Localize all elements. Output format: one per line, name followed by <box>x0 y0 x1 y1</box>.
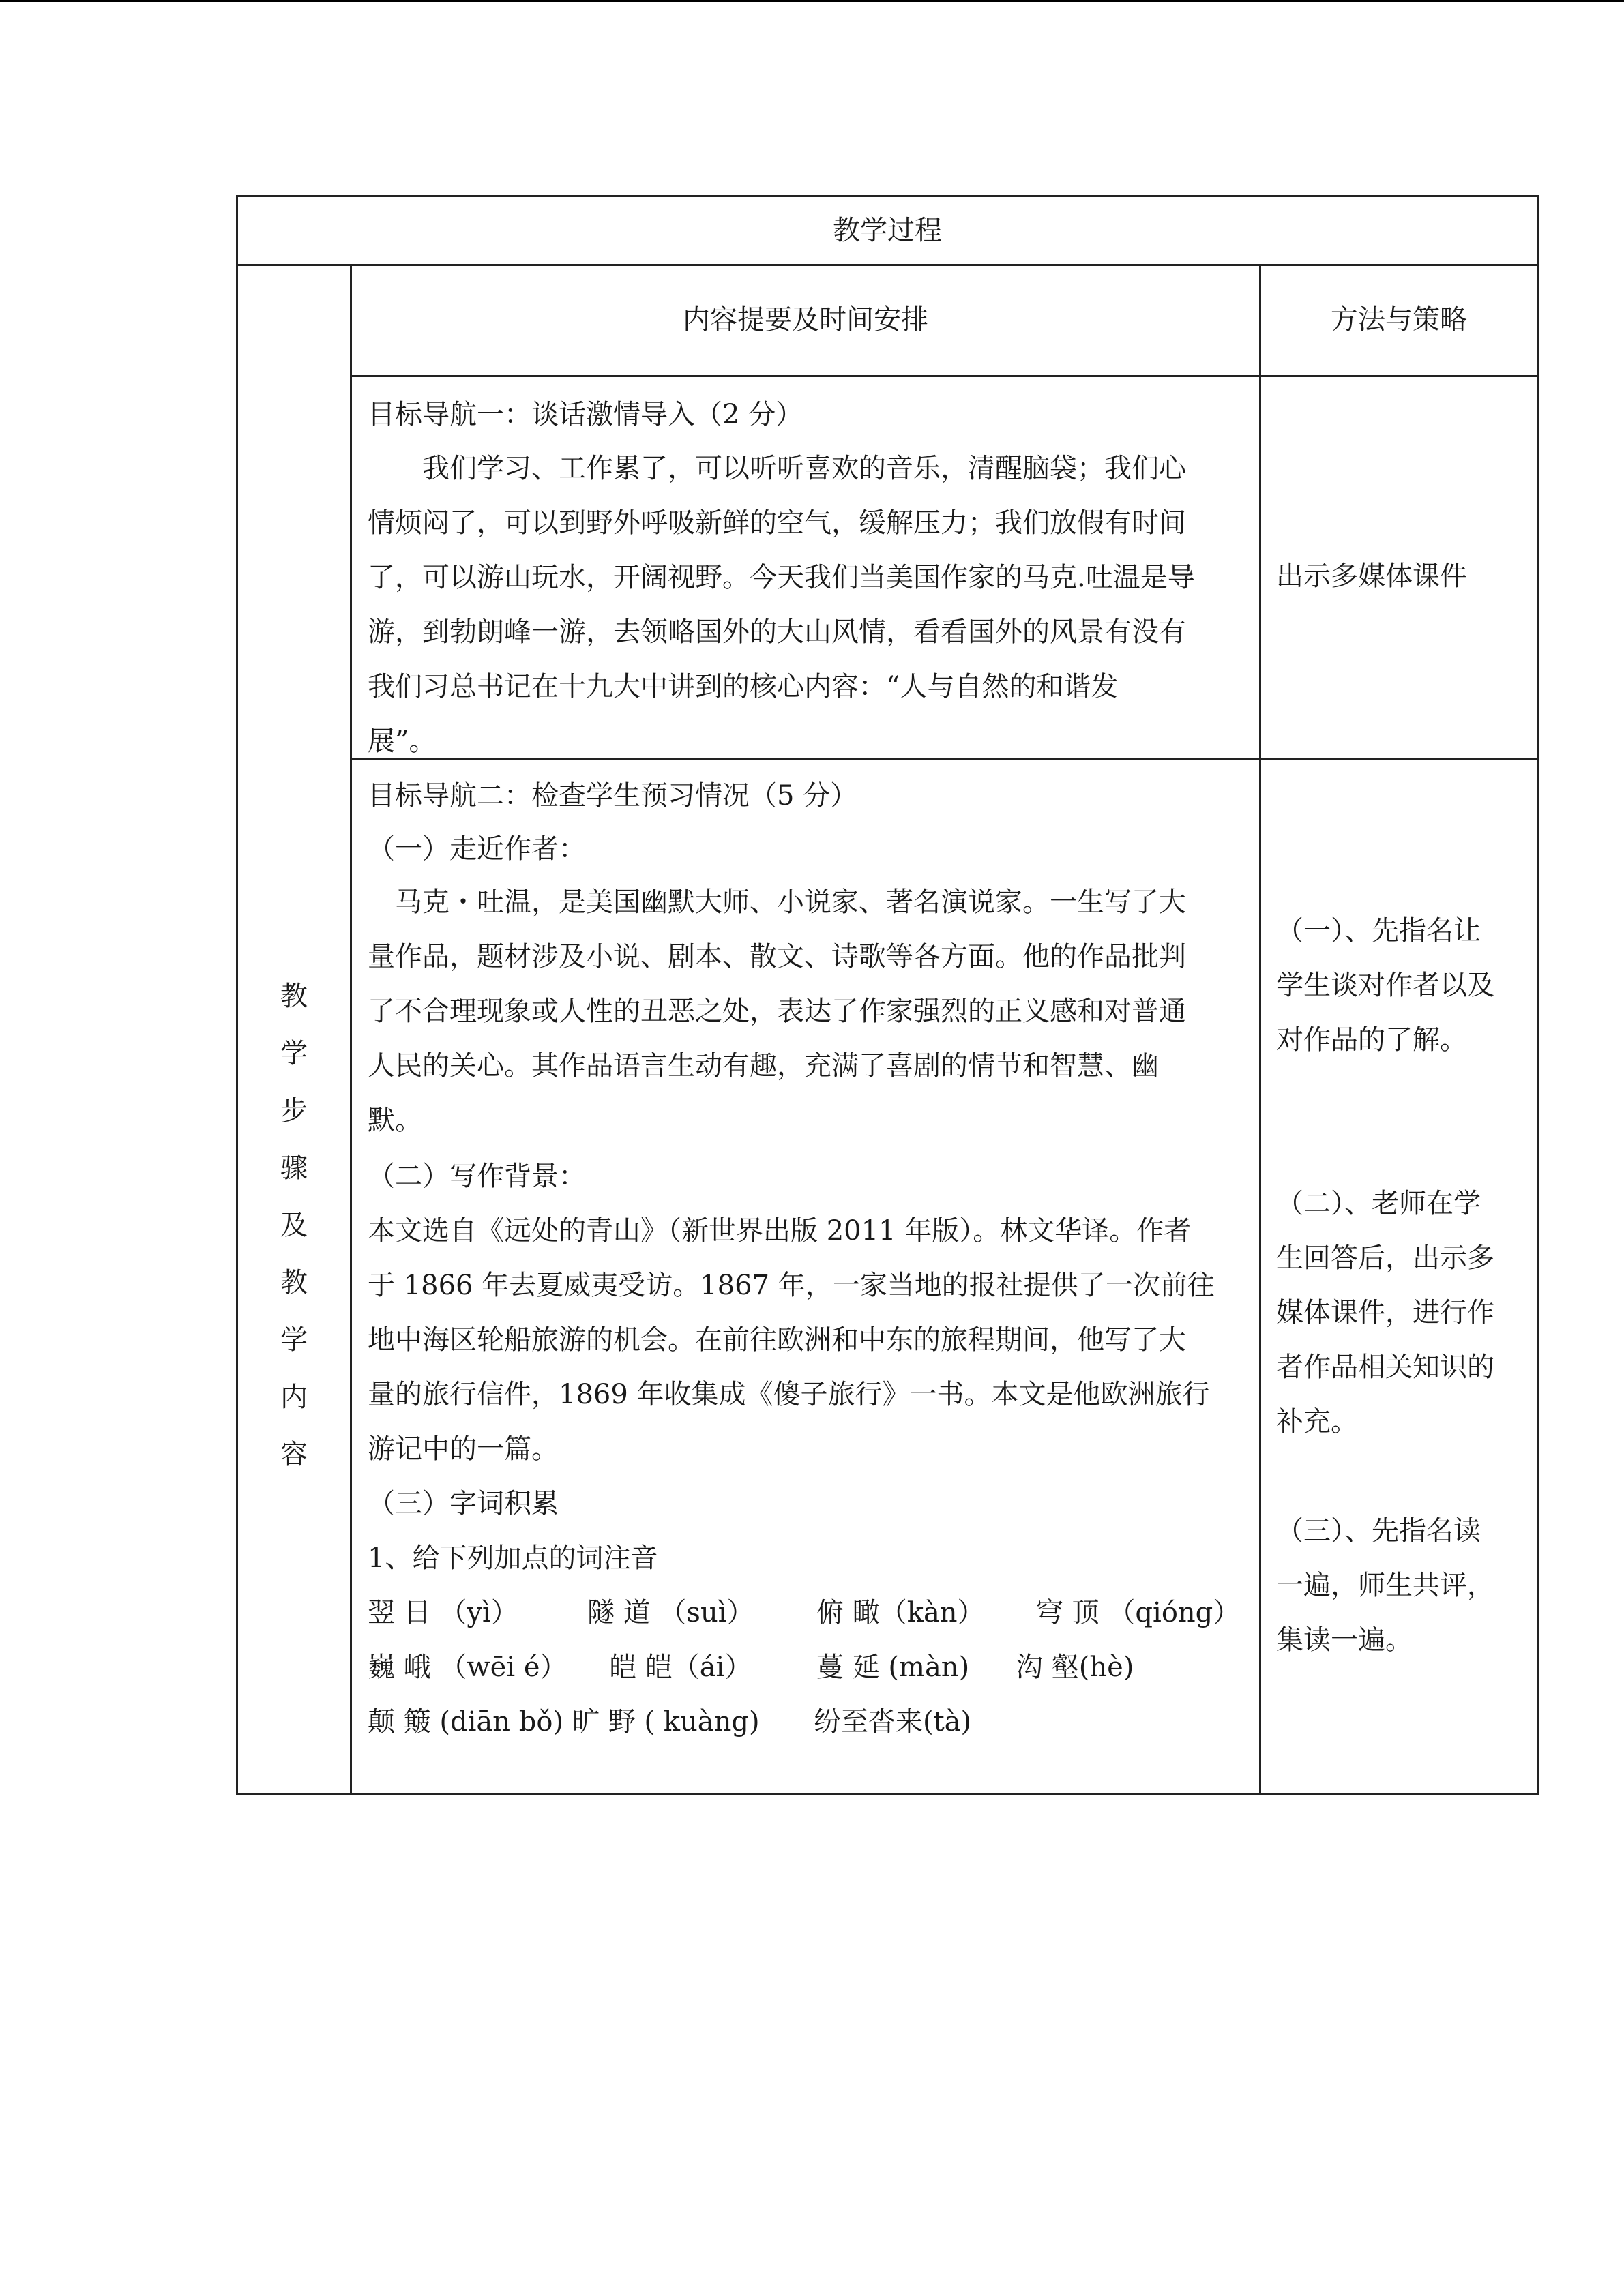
side-label-char: 内 <box>280 1382 308 1413</box>
method-note-line: （二）、老师在学 <box>1276 1188 1481 1219</box>
vocab-item: 穹 顶 （qióng） <box>1036 1597 1241 1628</box>
side-label-char: 教 <box>280 1267 308 1298</box>
vocab-heading: （三）字词积累 <box>368 1488 559 1519</box>
side-label-vertical <box>238 968 350 1483</box>
side-label-char: 教 <box>280 981 308 1012</box>
author-line: 了不合理现象或人性的丑恶之处，表达了作家强烈的正义感和对普通 <box>368 996 1186 1027</box>
side-label-char: 容 <box>280 1439 308 1470</box>
method-note-line: 生回答后，出示多 <box>1276 1242 1494 1274</box>
section1-line: 我们习总书记在十九大中讲到的核心内容：“人与自然的和谐发 <box>368 671 1119 702</box>
side-label-char: 骤 <box>280 1152 308 1184</box>
method-note-line: 补充。 <box>1276 1406 1358 1437</box>
author-line: 默。 <box>368 1105 422 1136</box>
method-note-vocab <box>1276 1504 1535 1667</box>
content-column-header: 内容提要及时间安排 <box>683 304 928 336</box>
background-line: 游记中的一篇。 <box>368 1433 559 1465</box>
section1-line: 了，可以游山玩水，开阔视野。今天我们当美国作家的马克.吐温是导 <box>368 562 1195 593</box>
section1-line: 情烦闷了，可以到野外呼吸新鲜的空气，缓解压力；我们放假有时间 <box>368 507 1186 539</box>
vocab-item: 沟 壑(hè) <box>1016 1652 1134 1683</box>
background-line: 于 1866 年去夏威夷受访。1867 年，一家当地的报社提供了一次前往 <box>368 1270 1215 1301</box>
method-note-line: 对作品的了解。 <box>1276 1024 1467 1056</box>
section1-line: 我们学习、工作累了，可以听听喜欢的音乐，清醒脑袋；我们心 <box>368 453 1186 484</box>
method-note-author <box>1276 904 1535 1067</box>
vocab-item: 巍 峨 （wēi é） <box>368 1652 567 1683</box>
method-note-background <box>1276 1176 1535 1449</box>
background-line: 量的旅行信件，1869 年收集成《傻子旅行》一书。本文是他欧洲旅行 <box>368 1379 1210 1410</box>
vocab-item: 蔓 延 (màn) <box>816 1652 970 1683</box>
table-title: 教学过程 <box>833 215 942 246</box>
background-line: 本文选自《远处的青山》（新世界出版 2011 年版）。林文华译。作者 <box>368 1215 1192 1247</box>
page-top-border <box>0 0 1624 2</box>
title-row-divider <box>238 264 1537 266</box>
section1-method: 出示多媒体课件 <box>1276 561 1467 592</box>
method-note-line: （三）、先指名读 <box>1276 1515 1481 1547</box>
author-body <box>368 875 1254 1148</box>
author-line: 人民的关心。其作品语言生动有趣，充满了喜剧的情节和智慧、幽 <box>368 1050 1159 1082</box>
vocab-item: 隧 道 （suì） <box>587 1597 754 1628</box>
section1-line: 游，到勃朗峰一游，去领略国外的大山风情，看看国外的风景有没有 <box>368 616 1186 648</box>
side-column-divider <box>350 264 352 1793</box>
author-heading: （一）走近作者： <box>368 833 586 865</box>
method-note-line: 一遍，师生共评， <box>1276 1570 1494 1601</box>
method-note-line: 媒体课件，进行作 <box>1276 1297 1494 1328</box>
header-row-divider <box>350 375 1537 377</box>
side-label-char: 学 <box>280 1324 308 1356</box>
section1-line: 展”。 <box>368 726 437 757</box>
method-note-line: 学生谈对作者以及 <box>1276 970 1494 1001</box>
vocab-item: 翌 日 （yì） <box>368 1597 518 1628</box>
method-column-header: 方法与策略 <box>1331 304 1467 336</box>
section1-title: 目标导航一：谈话激情导入（2 分） <box>368 399 803 430</box>
side-label-text <box>238 968 350 1483</box>
vocab-item: 俯 瞰（kàn） <box>816 1597 985 1628</box>
section1-body <box>368 441 1254 769</box>
vocab-item: 旷 野 ( kuàng) <box>572 1706 760 1738</box>
author-line: 量作品，题材涉及小说、剧本、散文、诗歌等各方面。他的作品批判 <box>368 941 1186 972</box>
author-line: 马克・吐温，是美国幽默大师、小说家、著名演说家。一生写了大 <box>368 886 1186 918</box>
section2-title: 目标导航二：检查学生预习情况（5 分） <box>368 780 858 811</box>
vocab-item: 颠 簸 (diān bǒ) <box>368 1706 564 1738</box>
background-line: 地中海区轮船旅游的机会。在前往欧洲和中东的旅程期间，他写了大 <box>368 1324 1186 1356</box>
vocab-item: 皑 皑（ái） <box>609 1652 752 1683</box>
background-body <box>368 1204 1254 1476</box>
method-column-divider <box>1259 264 1261 1793</box>
background-heading: （二）写作背景： <box>368 1161 586 1192</box>
side-label-char: 学 <box>280 1038 308 1069</box>
side-label-char: 步 <box>280 1095 308 1127</box>
vocab-task: 1、给下列加点的词注音 <box>368 1542 658 1574</box>
vocab-item: 纷至沓来(tà) <box>814 1706 972 1738</box>
method-note-line: 集读一遍。 <box>1276 1624 1413 1656</box>
teaching-process-table <box>236 195 1539 1795</box>
side-label-char: 及 <box>280 1210 308 1241</box>
method-note-line: （一）、先指名让 <box>1276 915 1481 946</box>
method-note-line: 者作品相关知识的 <box>1276 1352 1494 1383</box>
